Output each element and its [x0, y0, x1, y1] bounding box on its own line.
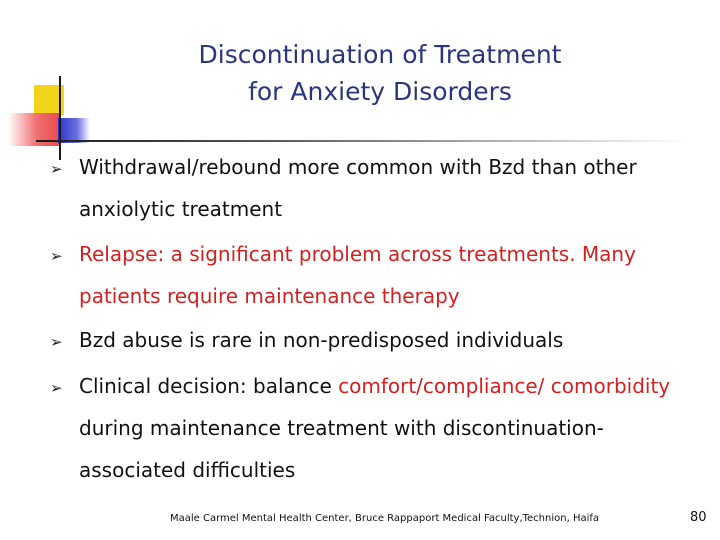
bullet-arrow-icon: ➢ — [50, 160, 63, 178]
bullet-arrow-icon: ➢ — [50, 247, 63, 265]
bullet-text-highlight: comfort/compliance/ comorbidity — [338, 374, 671, 398]
slide-title-line-1: Discontinuation of Treatment — [198, 40, 562, 69]
bullet-text: Bzd abuse is rare in non-predisposed individuals — [79, 328, 564, 352]
footer-text: Maale Carmel Mental Health Center, Bruce Rappaport Medical Faculty,Technion, Haifa — [170, 513, 600, 524]
bullet-text-part: during maintenance treatment with discontinuation-associated difficulties — [79, 416, 604, 482]
bullet-text — [79, 365, 709, 491]
bullet-arrow-icon: ➢ — [50, 379, 63, 397]
page-number: 80 — [690, 510, 707, 525]
bullet-text: Withdrawal/rebound more common with Bzd than other anxiolytic treatment — [79, 155, 637, 221]
bullet-arrow-icon: ➢ — [50, 333, 63, 351]
slide-title-line-2: for Anxiety Disorders — [248, 77, 512, 106]
bullet-text-part: Clinical decision: balance — [79, 374, 339, 398]
bullet-text: Relapse: a significant problem across treatments. Many patients require maintenance therapy — [79, 242, 636, 308]
